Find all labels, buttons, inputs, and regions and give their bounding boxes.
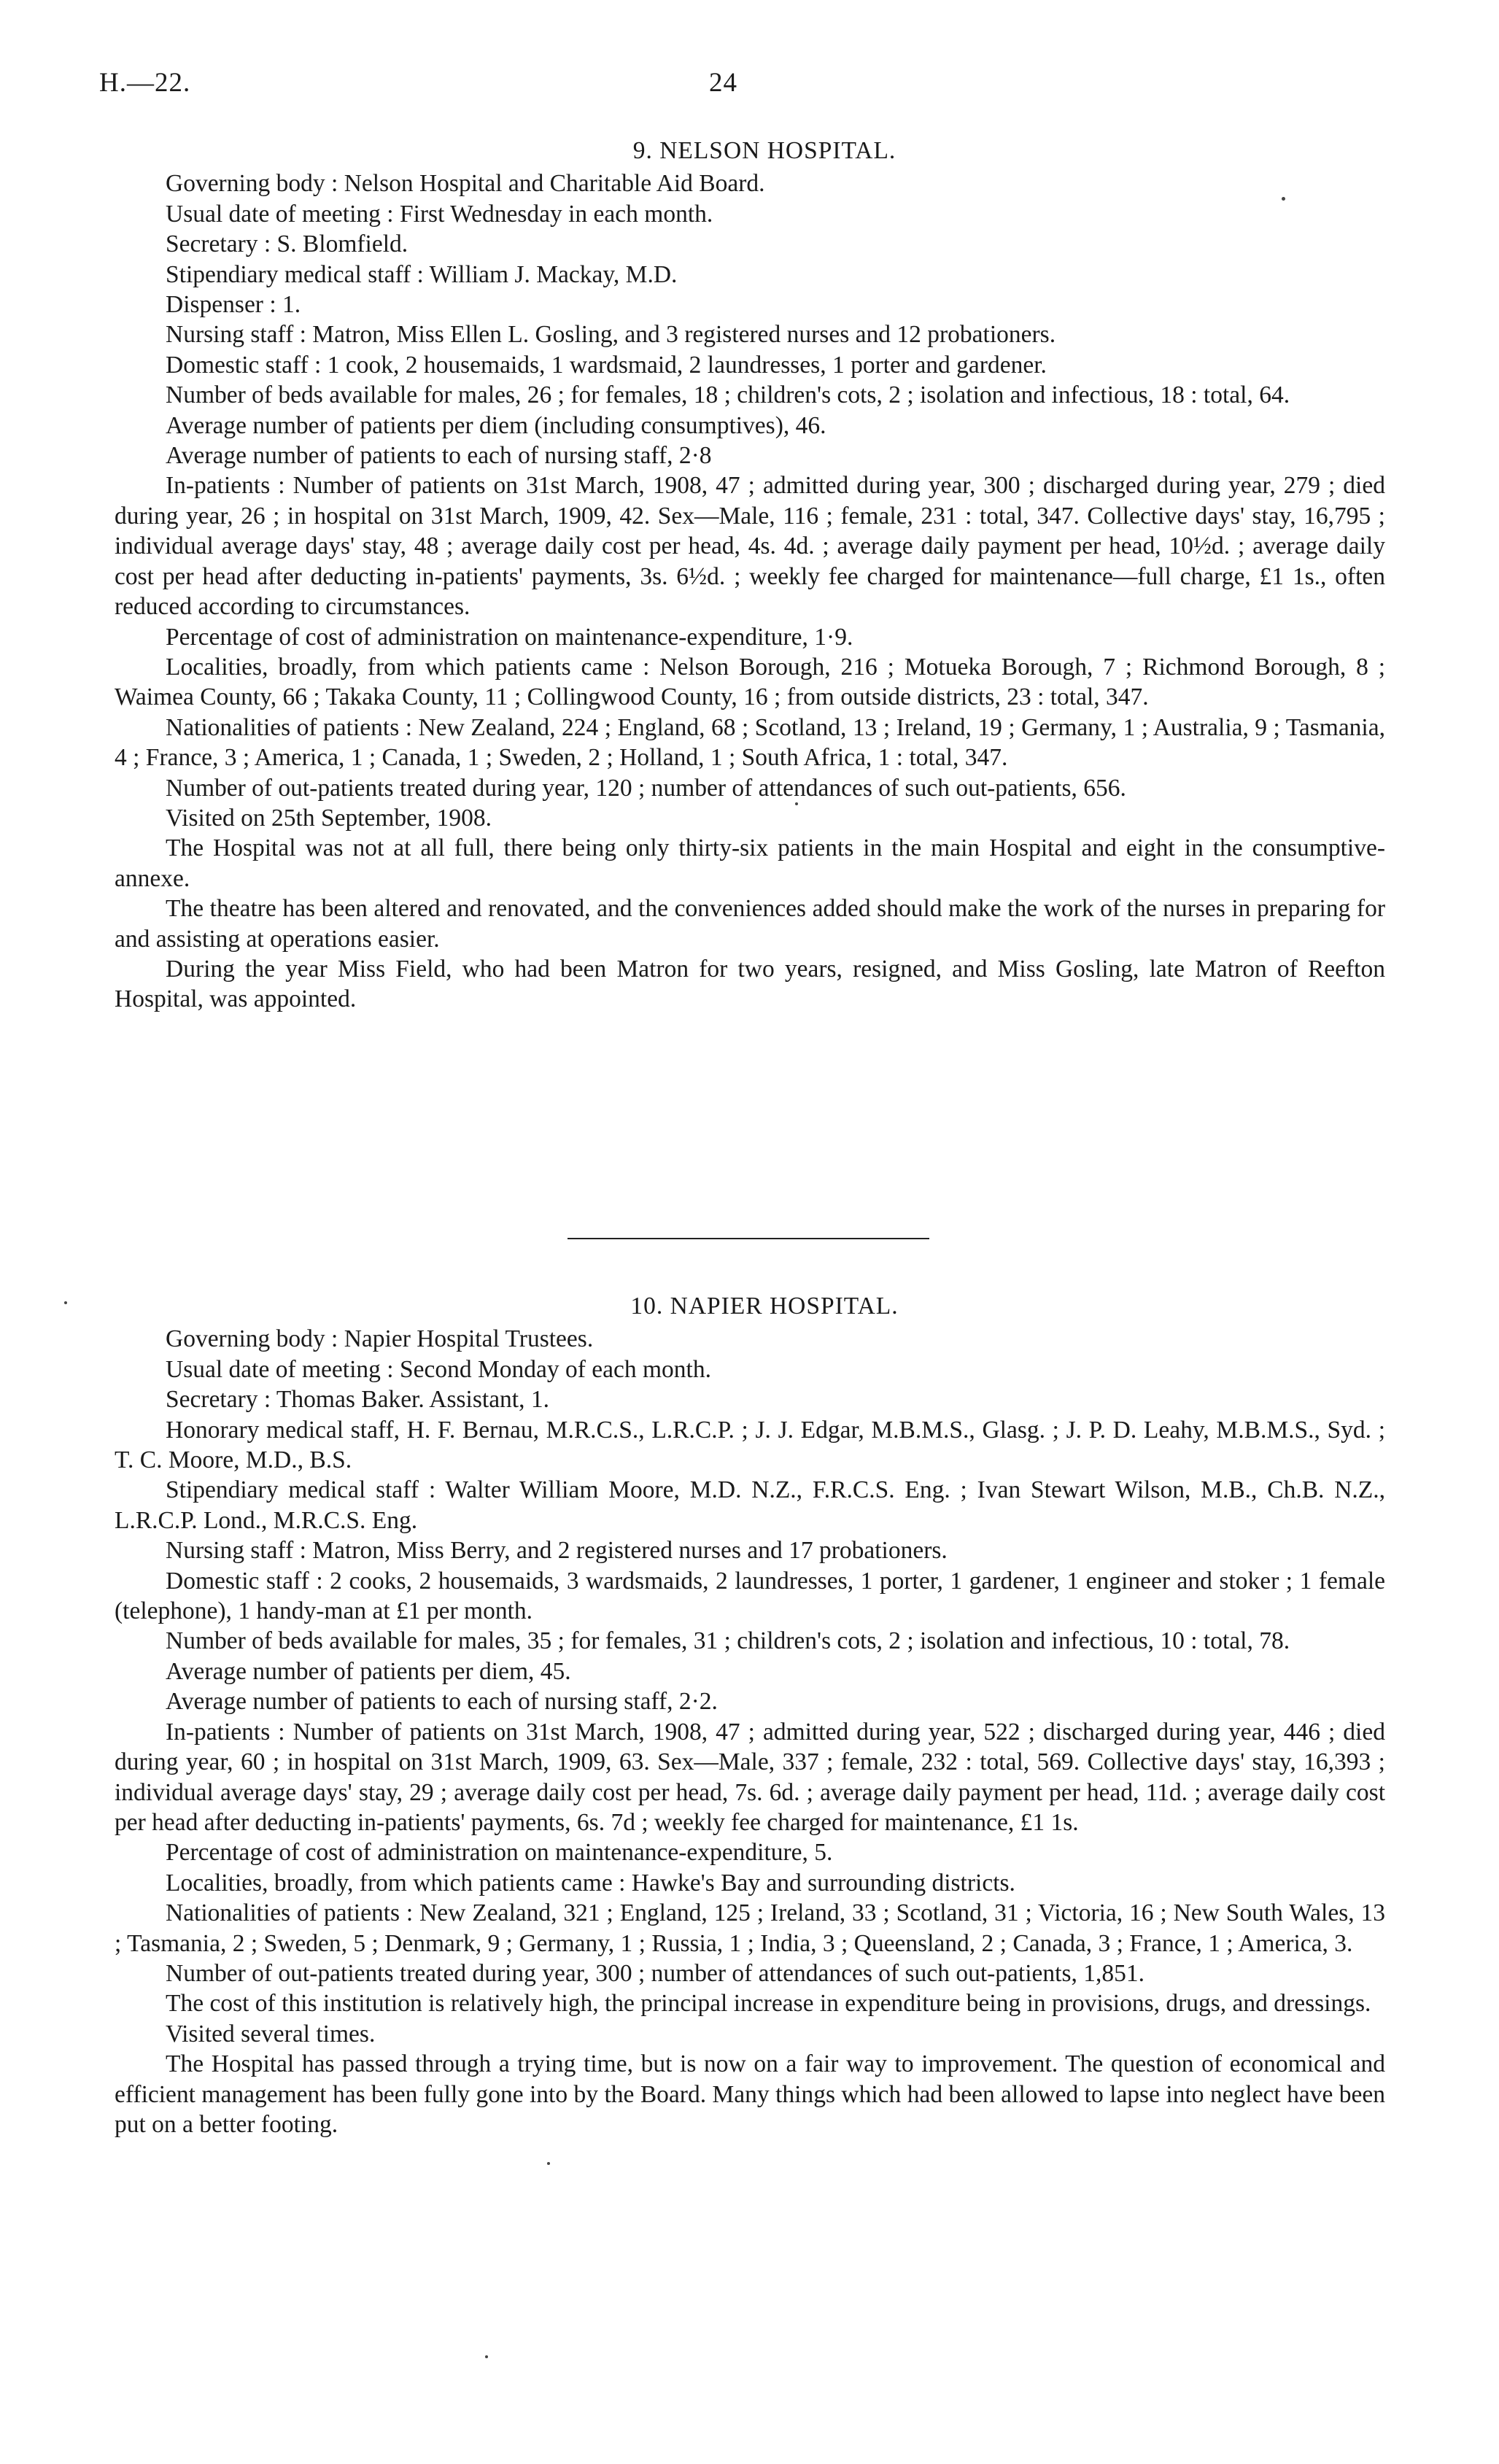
nelson-beds: Number of beds available for males, 26 ; for females, 18 ; children's cots, 2 ; isolation and infectious, 18 : total, 64.	[166, 381, 1290, 409]
napier-domestic-staff: Domestic staff : 2 cooks, 2 housemaids, 3 wardsmaids, 2 laundresses, 1 porter, 1 gardener, 1 engineer and stoker ; 1 female (telephone), 1 handy-man at £1 per month.	[115, 1567, 1385, 1625]
nelson-domestic-staff: Domestic staff : 1 cook, 2 housemaids, 1 wardsmaid, 2 laundresses, 1 porter and gardener.	[166, 351, 1047, 379]
page-number: 24	[709, 68, 737, 98]
napier-meeting-date: Usual date of meeting : Second Monday of each month.	[166, 1355, 711, 1383]
nelson-secretary: Secretary : S. Blomfield.	[166, 230, 408, 258]
nelson-patients-per-diem: Average number of patients per diem (including consumptives), 46.	[166, 411, 826, 439]
report-id: H.—22.	[99, 68, 191, 98]
napier-nursing-staff: Nursing staff : Matron, Miss Berry, and 2 registered nurses and 17 probationers.	[166, 1537, 948, 1565]
nelson-medical-staff: Stipendiary medical staff : William J. Mackay, M.D.	[166, 260, 678, 288]
napier-patients-per-nurse: Average number of patients to each of nursing staff, 2·2.	[166, 1688, 718, 1716]
napier-in-patients: In-patients : Number of patients on 31st March, 1908, 47 ; admitted during year, 522 ; discharged during year, 446 ; died during year, 60 ; in hospital on 31st March, 1909, 63. Sex—Male, 337 ; female, 232 : total, 569. Collective days' stay, 16,393 ; individual average days' stay, 29 ; average daily cost per head, 7s. 6d. ; average daily payment per head, 11d. ; average daily cost per head after deducting in-patients' payments, 6s. 7d ; weekly fee charged for maintenance, £1 1s.	[115, 1718, 1385, 1836]
napier-remark-cost: The cost of this institution is relatively high, the principal increase in expenditure being in provisions, drugs, and dressings.	[166, 1990, 1371, 2018]
print-speck	[64, 1301, 67, 1304]
print-speck	[1282, 197, 1285, 201]
napier-nationalities: Nationalities of patients : New Zealand, 321 ; England, 125 ; Ireland, 33 ; Scotland, 31 ; Victoria, 16 ; New South Wales, 13 ; Tasmania, 2 ; Sweden, 5 ; Denmark, 9 ; Germany, 1 ; Russia, 1 ; India, 3 ; Queensland, 2 ; Canada, 3 ; France, 1 ; America, 3.	[115, 1899, 1385, 1957]
print-speck	[795, 802, 798, 805]
napier-patients-per-diem: Average number of patients per diem, 45.	[166, 1657, 571, 1685]
nelson-remark-matron: During the year Miss Field, who had been Matron for two years, resigned, and Miss Gosling, late Matron of Reefton Hospital, was appointed.	[115, 955, 1385, 1013]
nelson-hospital-section	[115, 136, 1385, 1015]
nelson-nursing-staff: Nursing staff : Matron, Miss Ellen L. Gosling, and 3 registered nurses and 12 probationers.	[166, 321, 1056, 349]
napier-beds: Number of beds available for males, 35 ; for females, 31 ; children's cots, 2 ; isolation and infectious, 10 : total, 78.	[166, 1627, 1290, 1655]
napier-remark-management: The Hospital has passed through a trying time, but is now on a fair way to improvement. The question of economical and efficient management has been fully gone into by the Board. Many things which had been allowed to lapse into neglect have been put on a better footing.	[115, 2050, 1385, 2138]
nelson-dispenser: Dispenser : 1.	[166, 291, 301, 319]
nelson-in-patients: In-patients : Number of patients on 31st March, 1908, 47 ; admitted during year, 300 ; discharged during year, 279 ; died during year, 26 ; in hospital on 31st March, 1909, 42. Sex—Male, 116 ; female, 231 : total, 347. Collective days' stay, 16,795 ; individual average days' stay, 48 ; average daily cost per head, 4s. 4d. ; average daily payment per head, 10½d. ; average daily cost per head after deducting in-patients' payments, 3s. 6½d. ; weekly fee charged for maintenance—full charge, £1 1s., often reduced according to circumstances.	[115, 472, 1385, 621]
print-speck	[485, 2355, 488, 2358]
nelson-patients-per-nurse: Average number of patients to each of nursing staff, 2·8	[166, 442, 712, 470]
section-divider	[568, 1238, 929, 1239]
nelson-out-patients: Number of out-patients treated during year, 120 ; number of attendances of such out-patients, 656.	[166, 774, 1126, 802]
nelson-admin-cost: Percentage of cost of administration on maintenance-expenditure, 1·9.	[166, 623, 853, 651]
napier-section-title: 10. NAPIER HOSPITAL.	[630, 1293, 899, 1320]
napier-honorary-staff: Honorary medical staff, H. F. Bernau, M.R.C.S., L.R.C.P. ; J. J. Edgar, M.B.M.S., Glasg. ; J. P. D. Leahy, M.B.M.S., Syd. ; T. C. Moore, M.D., B.S.	[115, 1416, 1385, 1474]
napier-out-patients: Number of out-patients treated during year, 300 ; number of attendances of such out-patients, 1,851.	[166, 1959, 1144, 1987]
nelson-remark-occupancy: The Hospital was not at all full, there being only thirty-six patients in the main Hospital and eight in the consumptive-annexe.	[115, 834, 1385, 892]
print-speck	[547, 2162, 550, 2165]
napier-governing-body: Governing body : Napier Hospital Trustees.	[166, 1325, 594, 1353]
napier-hospital-section	[115, 1291, 1385, 2139]
nelson-governing-body: Governing body : Nelson Hospital and Charitable Aid Board.	[166, 170, 765, 198]
nelson-meeting-date: Usual date of meeting : First Wednesday in each month.	[166, 200, 713, 228]
napier-medical-staff: Stipendiary medical staff : Walter William Moore, M.D. N.Z., F.R.C.S. Eng. ; Ivan Stewart Wilson, M.B., Ch.B. N.Z., L.R.C.P. Lond., M.R.C.S. Eng.	[115, 1476, 1385, 1534]
nelson-section-title: 9. NELSON HOSPITAL.	[632, 137, 896, 164]
nelson-visit-date: Visited on 25th September, 1908.	[166, 804, 492, 832]
nelson-nationalities: Nationalities of patients : New Zealand, 224 ; England, 68 ; Scotland, 13 ; Ireland, 19 ; Germany, 1 ; Australia, 9 ; Tasmania, 4 ; France, 3 ; America, 1 ; Canada, 1 ; Sweden, 2 ; Holland, 1 ; South Africa, 1 : total, 347.	[115, 713, 1385, 772]
nelson-localities: Localities, broadly, from which patients came : Nelson Borough, 216 ; Motueka Borough, 7 ; Richmond Borough, 8 ; Waimea County, 66 ; Takaka County, 11 ; Collingwood County, 16 ; from outside districts, 23 : total, 347.	[115, 653, 1385, 711]
nelson-remark-theatre: The theatre has been altered and renovated, and the conveniences added should make the work of the nurses in preparing for and assisting at operations easier.	[115, 895, 1385, 953]
napier-secretary: Secretary : Thomas Baker. Assistant, 1.	[166, 1386, 549, 1414]
napier-visits: Visited several times.	[166, 2020, 376, 2047]
napier-localities: Localities, broadly, from which patients came : Hawke's Bay and surrounding districts.	[166, 1869, 1015, 1897]
napier-admin-cost: Percentage of cost of administration on maintenance-expenditure, 5.	[166, 1839, 833, 1867]
